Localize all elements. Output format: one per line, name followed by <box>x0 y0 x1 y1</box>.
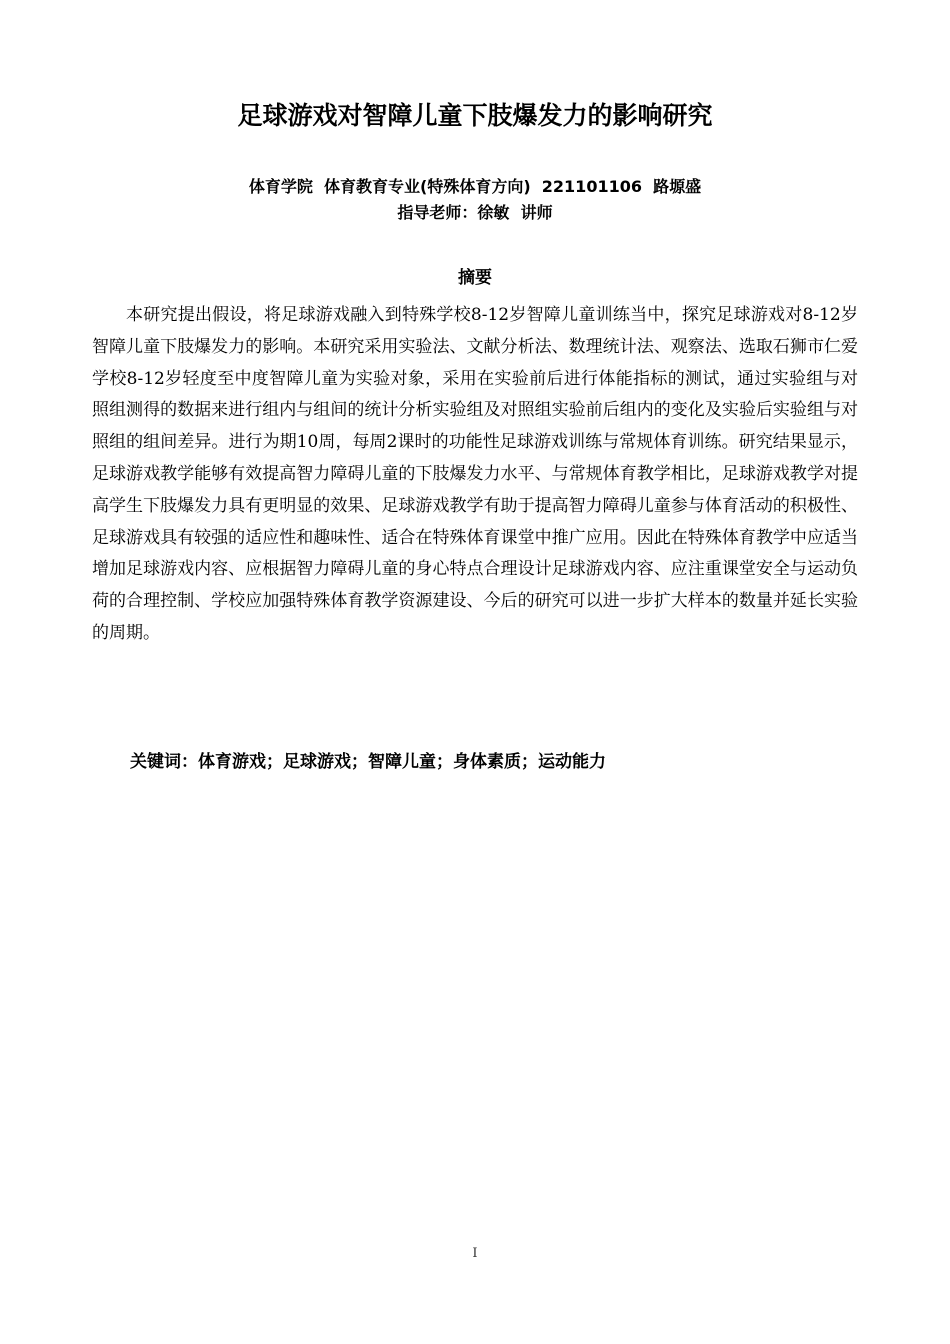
page-number: I <box>472 1246 478 1261</box>
abstract-body: 本研究提出假设，将足球游戏融入到特殊学校8-12岁智障儿童训练当中，探究足球游戏对8-12岁智障儿童下肢爆发力的影响。本研究采用实验法、文献分析法、数理统计法、观察法、选取石狮市仁爱学校8-12岁轻度至中度智障儿童为实验对象，采用在实验前后进行体能指标的测试，通过实验组与对照组测得的数据来进行组内与组间的统计分析实验组及对照组实验前后组内的变化及实验后实验组与对照组的组间差异。进行为期10周，每周2课时的功能性足球游戏训练与常规体育训练。研究结果显示，足球游戏教学能够有效提高智力障碍儿童的下肢爆发力水平、与常规体育教学相比，足球游戏教学对提高学生下肢爆发力具有更明显的效果、足球游戏教学有助于提高智力障碍儿童参与体育活动的积极性、足球游戏具有较强的适应性和趣味性、适合在特殊体育课堂中推广应用。因此在特殊体育教学中应适当增加足球游戏内容、应根据智力障碍儿童的身心特点合理设计足球游戏内容、应注重课堂安全与运动负荷的合理控制、学校应加强特殊体育教学资源建设、今后的研究可以进一步扩大样本的数量并延长实验的周期。 <box>92 305 858 643</box>
abstract-heading: 摘要 <box>458 268 492 288</box>
keywords-line: 关键词：体育游戏；足球游戏；智障儿童；身体素质；运动能力 <box>130 752 606 772</box>
advisor-info-line: 指导老师：徐敏 讲师 <box>397 203 553 222</box>
author-info-line: 体育学院 体育教育专业(特殊体育方向) 221101106 路塬盛 <box>248 177 702 196</box>
paper-title: 足球游戏对智障儿童下肢爆发力的影响研究 <box>237 101 713 130</box>
